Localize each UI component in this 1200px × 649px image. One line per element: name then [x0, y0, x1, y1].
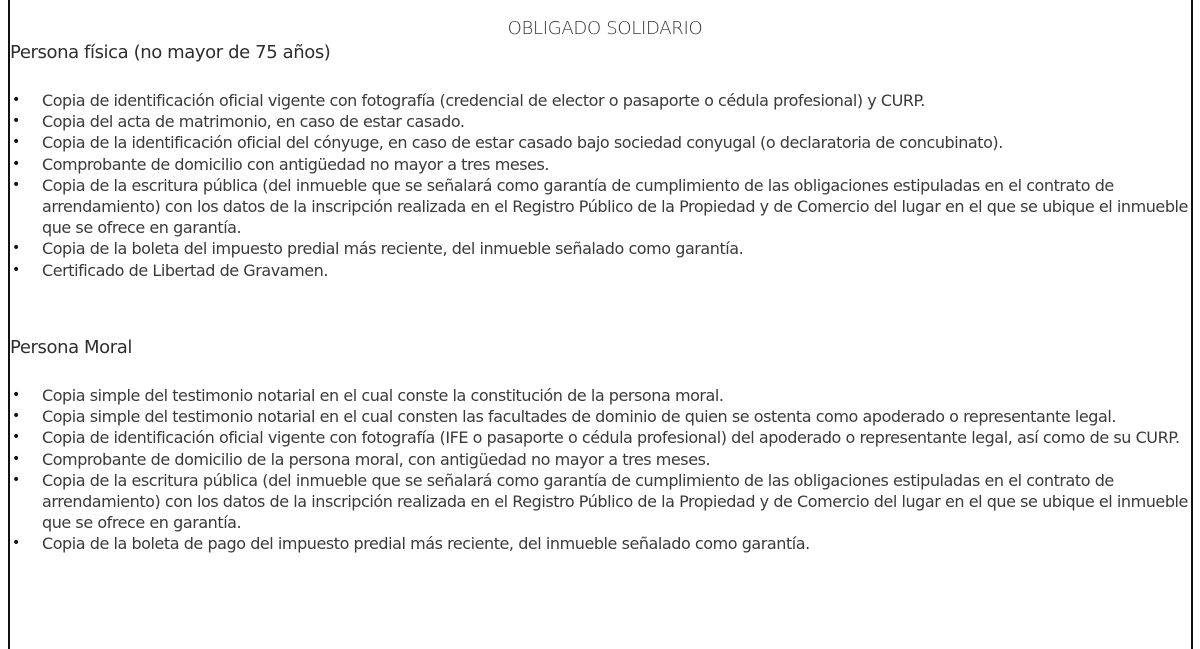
list-item	[10, 449, 1190, 470]
bullet-icon: •	[12, 92, 20, 108]
bullet-icon: •	[12, 450, 20, 467]
bullet-icon: •	[12, 134, 20, 151]
list-item-text: Copia de la escritura pública (del inmueble que se señalará como garantía de cumplimiento de las obligaciones estipuladas en el contrato de arrendamiento) con los datos de la inscripción realizada en el Registro Público de la Propiedad y de Comercio del lugar en el que se ubique el inmueble que se ofrece en garantía.	[42, 175, 1188, 238]
list-item-text: Certificado de Libertad de Gravamen.	[42, 260, 328, 280]
bullet-icon: •	[12, 471, 20, 488]
list-item-text: Copia simple del testimonio notarial en el cual consten las facultades de dominio de quien se ostenta como apoderado o representante legal.	[42, 407, 1116, 427]
list-item-text: Copia de la identificación oficial del cónyuge, en caso de estar casado bajo sociedad conyugal (o declaratoria de concubinato).	[42, 133, 1003, 153]
list-item-text: Copia del acta de matrimonio, en caso de estar casado.	[42, 112, 465, 132]
list-item	[10, 427, 1190, 448]
list-item-text: Comprobante de domicilio de la persona moral, con antigüedad no mayor a tres meses.	[42, 449, 711, 469]
list-item	[10, 238, 1190, 259]
bullet-icon: •	[12, 113, 20, 130]
list-item	[10, 175, 1190, 239]
list-item	[10, 406, 1190, 427]
bullet-icon: •	[12, 387, 20, 403]
list-item	[10, 111, 1190, 132]
list-item-text: Copia de identificación oficial vigente con fotografía (credencial de elector o pasaporte o cédula profesional) y CURP.	[42, 91, 925, 110]
list-item	[10, 90, 1190, 111]
list-item	[10, 470, 1190, 534]
bullet-icon: •	[12, 429, 20, 446]
list-item	[10, 154, 1190, 175]
requirements-list-persona-moral	[10, 385, 1190, 555]
list-item	[10, 385, 1190, 406]
requirements-list-persona-fisica	[10, 90, 1190, 281]
bullet-icon: •	[12, 261, 20, 278]
list-item	[10, 132, 1190, 153]
bullet-icon: •	[12, 155, 20, 172]
list-item-text: Comprobante de domicilio con antigüedad no mayor a tres meses.	[42, 154, 550, 174]
list-item	[10, 533, 1190, 554]
section-heading-persona-fisica: Persona física (no mayor de 75 años)	[10, 42, 331, 63]
bullet-icon: •	[12, 535, 20, 552]
list-item-text: Copia de la boleta del impuesto predial más reciente, del inmueble señalado como garantía.	[42, 239, 744, 259]
list-item	[10, 260, 1190, 281]
document-title: OBLIGADO SOLIDARIO	[507, 18, 703, 39]
list-item-text: Copia de identificación oficial vigente con fotografía (IFE o pasaporte o cédula profesional) del apoderado o representante legal, así como de su CURP.	[42, 428, 1180, 448]
section-heading-persona-moral: Persona Moral	[10, 337, 133, 358]
bullet-icon: •	[12, 240, 20, 257]
list-item-text: Copia de la escritura pública (del inmueble que se señalará como garantía de cumplimiento de las obligaciones estipuladas en el contrato de arrendamiento) con los datos de la inscripción realizada en el Registro Público de la Propiedad y de Comercio del lugar en el que se ubique el inmueble que se ofrece en garantía.	[42, 470, 1188, 533]
bullet-icon: •	[12, 176, 20, 193]
list-item-text: Copia de la boleta de pago del impuesto predial más reciente, del inmueble señalado como garantía.	[42, 534, 810, 554]
bullet-icon: •	[12, 408, 20, 425]
list-item-text: Copia simple del testimonio notarial en el cual conste la constitución de la persona moral.	[42, 386, 724, 405]
